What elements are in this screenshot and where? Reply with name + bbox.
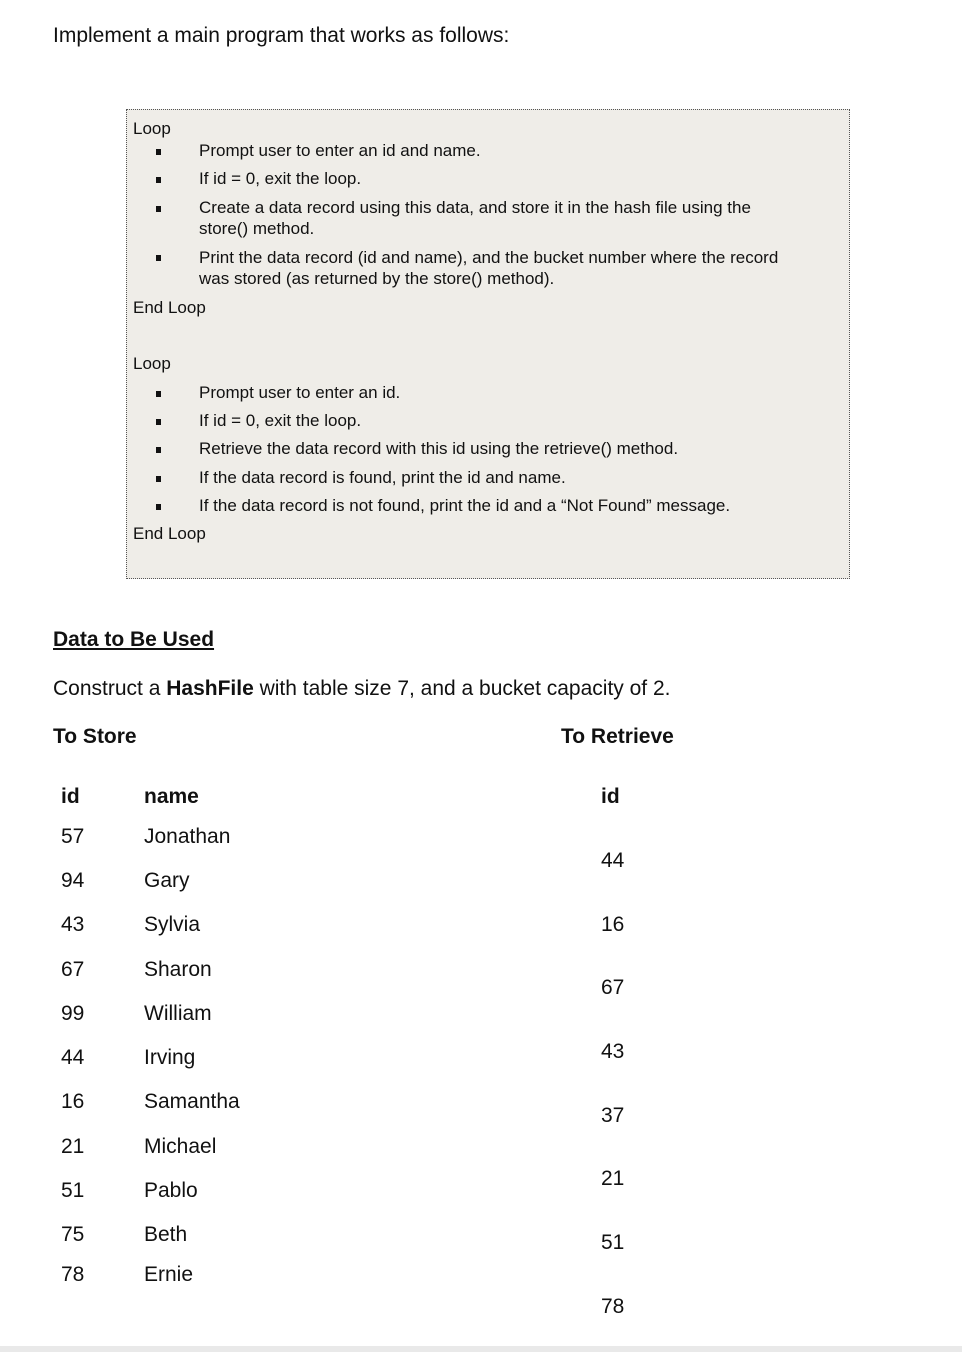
store-id: 16 — [61, 1090, 85, 1113]
loop1-item-cont: store() method. — [199, 219, 315, 238]
store-id: 99 — [61, 1002, 85, 1025]
store-id: 44 — [61, 1046, 85, 1069]
loop1-item: Create a data record using this data, and store it in the hash file using the — [199, 198, 751, 217]
store-name: Samantha — [144, 1090, 240, 1113]
store-name: Gary — [144, 869, 190, 892]
construct-text — [53, 677, 671, 701]
retrieve-id: 21 — [601, 1167, 625, 1190]
loop2-item: Retrieve the data record with this id using the retrieve() method. — [199, 439, 679, 458]
retrieve-id: 16 — [601, 913, 625, 936]
retrieve-id: 43 — [601, 1040, 625, 1063]
store-name: Jonathan — [144, 825, 231, 848]
loop2-item: If the data record is not found, print the id and a “Not Found” message. — [199, 496, 731, 515]
bullet-icon — [156, 255, 161, 261]
store-name: Michael — [144, 1135, 217, 1158]
loop2-item: If the data record is found, print the id and name. — [199, 468, 566, 487]
store-name: Pablo — [144, 1179, 198, 1202]
store-id: 94 — [61, 869, 85, 892]
loop1-item: Print the data record (id and name), and the bucket number where the record — [199, 248, 779, 267]
loop1-item: If id = 0, exit the loop. — [199, 169, 362, 188]
store-id: 75 — [61, 1223, 85, 1246]
store-name: Ernie — [144, 1263, 194, 1286]
loop2-item: If id = 0, exit the loop. — [199, 411, 362, 430]
store-id: 78 — [61, 1263, 85, 1286]
store-id: 21 — [61, 1135, 85, 1158]
pseudocode-box — [126, 109, 850, 579]
retrieve-id: 67 — [601, 976, 625, 999]
loop1-end: End Loop — [133, 298, 206, 317]
bullet-icon — [156, 476, 161, 482]
store-id: 67 — [61, 958, 85, 981]
construct-prefix: Construct a — [53, 677, 167, 700]
bullet-icon — [156, 504, 161, 510]
page-bottom-edge — [0, 1346, 962, 1352]
store-name: Sharon — [144, 958, 212, 981]
retrieve-id: 51 — [601, 1231, 625, 1254]
bullet-icon — [156, 177, 161, 183]
loop1-start: Loop — [133, 119, 171, 138]
bullet-icon — [156, 206, 161, 212]
store-name: William — [144, 1002, 212, 1025]
store-id: 43 — [61, 913, 85, 936]
bullet-icon — [156, 447, 161, 453]
retrieve-id: 78 — [601, 1295, 625, 1318]
store-id: 51 — [61, 1179, 85, 1202]
bullet-icon — [156, 391, 161, 397]
loop1-item-cont: was stored (as returned by the store() method). — [199, 269, 555, 288]
loop2-end: End Loop — [133, 524, 206, 543]
store-header-name: name — [144, 785, 199, 808]
construct-suffix: with table size 7, and a bucket capacity of 2. — [253, 677, 671, 700]
loop1-item: Prompt user to enter an id and name. — [199, 141, 481, 160]
store-name: Irving — [144, 1046, 196, 1069]
intro-text: Implement a main program that works as follows: — [53, 24, 510, 47]
store-name: Sylvia — [144, 913, 201, 936]
bullet-icon — [156, 149, 161, 155]
retrieve-header-id: id — [601, 785, 620, 808]
data-heading: Data to Be Used — [53, 628, 215, 651]
construct-bold: HashFile — [166, 677, 254, 700]
to-retrieve-title: To Retrieve — [561, 725, 674, 748]
store-header-id: id — [61, 785, 80, 808]
loop2-item: Prompt user to enter an id. — [199, 383, 401, 402]
store-id: 57 — [61, 825, 85, 848]
retrieve-id: 37 — [601, 1104, 625, 1127]
retrieve-id: 44 — [601, 849, 625, 872]
to-store-title: To Store — [53, 725, 137, 748]
bullet-icon — [156, 419, 161, 425]
store-name: Beth — [144, 1223, 188, 1246]
loop2-start: Loop — [133, 354, 171, 373]
